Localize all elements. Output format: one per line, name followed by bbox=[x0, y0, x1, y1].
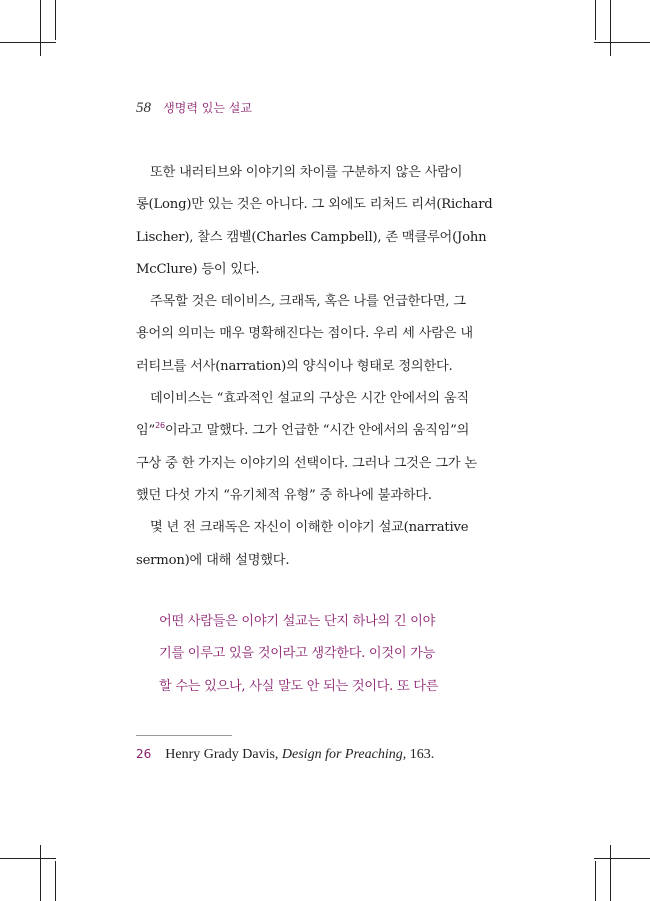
quote-line: 어떤 사람들은 이야기 설교는 단지 하나의 긴 이야 bbox=[159, 614, 436, 629]
quote-line: 기를 이루고 있을 것이라고 생각한다. 이것이 가능 bbox=[159, 646, 436, 662]
body-text bbox=[136, 157, 498, 577]
crop-mark-top-right-vertical bbox=[610, 0, 611, 56]
body-line: 구상 중 한 가지는 이야기의 선택이다. 그러나 그것은 그가 논 bbox=[136, 455, 477, 471]
body-line: 주목할 것은 데이비스, 크래독, 혹은 나를 언급한다면, 그 bbox=[150, 294, 466, 310]
block-quote bbox=[159, 606, 471, 703]
book-title: 생명력 있는 설교 bbox=[163, 101, 252, 115]
quote-line: 할 수는 있으나, 사실 말도 안 되는 것이다. 또 다른 bbox=[159, 678, 439, 694]
crop-mark-top-left-horizontal bbox=[0, 42, 56, 43]
crop-mark-bottom-right-vertical bbox=[610, 845, 611, 901]
body-line: 몇 년 전 크래독은 자신이 이해한 이야기 설교(narrative bbox=[150, 520, 469, 536]
body-line: McClure) 등이 있다. bbox=[136, 261, 260, 277]
crop-mark-top-right-horizontal bbox=[594, 42, 650, 43]
crop-mark-bottom-right-vertical-inner bbox=[595, 861, 596, 901]
body-line: 러티브를 서사(narration)의 양식이나 형태로 정의한다. bbox=[136, 358, 453, 374]
footnote-author: Henry Grady Davis, bbox=[165, 747, 282, 762]
body-line: 데이비스는 “효과적인 설교의 구상은 시간 안에서의 움직 bbox=[150, 391, 469, 407]
crop-mark-bottom-left-horizontal bbox=[0, 858, 56, 859]
body-line-with-footnote bbox=[136, 415, 498, 447]
footnote-page: , 163. bbox=[402, 747, 435, 762]
crop-mark-top-left-vertical bbox=[40, 0, 41, 56]
footnote-reference[interactable]: 26 bbox=[155, 421, 165, 431]
body-line: 또한 내러티브와 이야기의 차이를 구분하지 않은 사람이 bbox=[150, 165, 463, 180]
body-line: 롱(Long)만 있는 것은 아니다. 그 외에도 리처드 리셔(Richard bbox=[136, 197, 493, 213]
crop-mark-top-right-vertical-inner bbox=[595, 0, 596, 40]
running-header bbox=[136, 98, 252, 119]
body-line: sermon)에 대해 설명했다. bbox=[136, 552, 290, 568]
body-line-end: 이라고 말했다. 그가 언급한 “시간 안에서의 움직임”의 bbox=[164, 423, 470, 439]
footnote-divider bbox=[136, 735, 232, 736]
body-line: 했던 다섯 가지 “유기체적 유형” 중 하나에 불과하다. bbox=[136, 487, 432, 503]
footnote-text bbox=[165, 747, 434, 762]
body-line-start: 임” bbox=[136, 423, 156, 439]
body-line: 용어의 의미는 매우 명확해진다는 점이다. 우리 세 사람은 내 bbox=[136, 326, 473, 342]
crop-mark-bottom-left-vertical bbox=[40, 845, 41, 901]
crop-mark-bottom-right-horizontal bbox=[594, 858, 650, 859]
footnote bbox=[136, 744, 434, 765]
footnote-number: 26 bbox=[136, 747, 152, 761]
body-line: Lischer), 찰스 캠벨(Charles Campbell), 존 맥클루어(John bbox=[136, 229, 487, 245]
page-number: 58 bbox=[136, 100, 151, 116]
crop-mark-bottom-left-vertical-inner bbox=[55, 861, 56, 901]
crop-mark-top-left-vertical-inner bbox=[55, 0, 56, 40]
footnote-book-title: Design for Preaching bbox=[281, 747, 403, 762]
